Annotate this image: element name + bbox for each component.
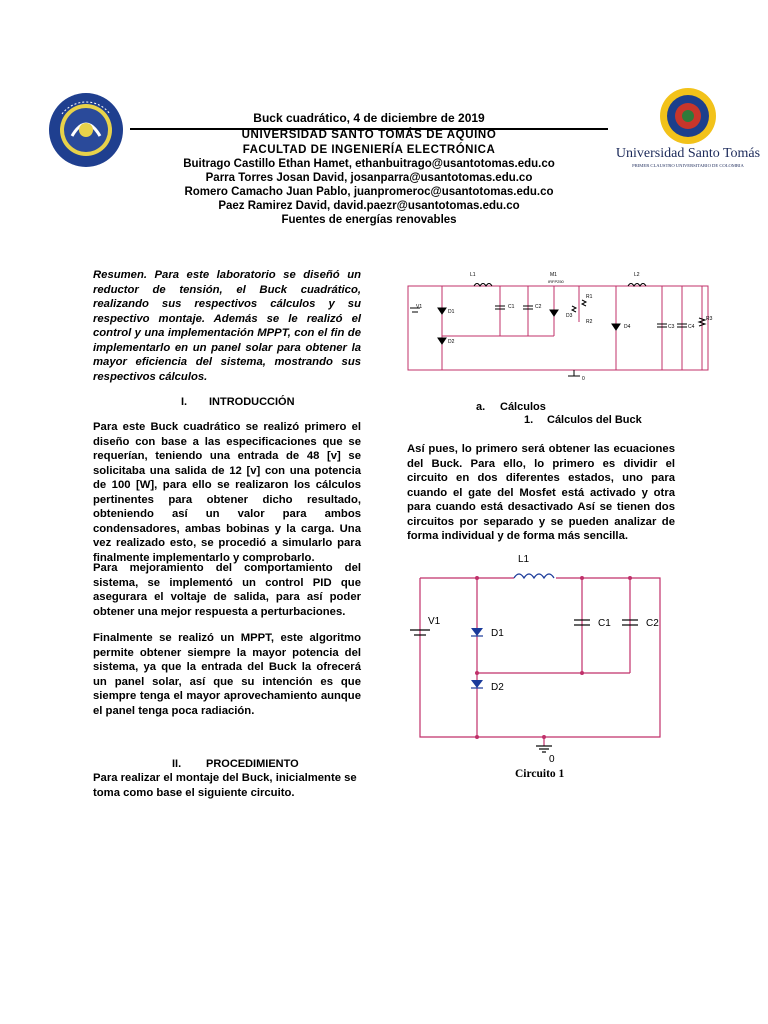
calc-paragraph: Así pues, lo primero será obtener las ecuaciones del Buck. Para ello, lo primero es dividir el circuito en dos diferentes estados, uno para cuando el gate del Mosfet está activado y otra para cuando está desactivado Así se tienen dos circuitos por separado y se pueden analizar de forma individual y de forma más sencilla. xyxy=(407,443,675,542)
procedure-text: Para realizar el montaje del Buck, inicialmente se toma como base el siguiente circuito. xyxy=(93,772,357,799)
subsection-title: Cálculos xyxy=(500,401,546,413)
label-m1-part: IRFP250 xyxy=(548,279,564,284)
label-ground: 0 xyxy=(582,376,585,382)
subsubsection-title: Cálculos del Buck xyxy=(547,414,642,426)
intro-paragraph: Para este Buck cuadrático se realizó primero el diseño con base a las especificaciones que se requerían, teniendo una entrada de 48 [v] se solicitaba una salida de 12 [v] con una potencia de 100 [W], para ello se realizaron los cálculos pertinentes para obtener dicho resultado, obteniendo así un valor para ambos condensadores, ambas bobinas y la carga. Una vez realizado esto, se procedió a simularlo para finalmente implementarlo y comprobarlo. xyxy=(93,421,361,564)
author-line: Parra Torres Josan David, josanparra@usantotomas.edu.co xyxy=(205,172,533,184)
section-title: PROCEDIMIENTO xyxy=(206,758,299,770)
label-d2: D2 xyxy=(448,339,455,345)
faculty-logo xyxy=(48,92,124,168)
label-v1: V1 xyxy=(416,304,423,310)
intro-paragraph: Finalmente se realizó un MPPT, este algoritmo permite obtener siempre la mayor potencia del sistema, ya que la entrada del Buck la ofrecerá un panel solar, así que su intención es que siempre tenga el mayor aprovechamiento aunque el panel tenga poca radiación. xyxy=(93,632,361,717)
label-d3: D3 xyxy=(566,313,573,319)
section-number: I. xyxy=(181,396,188,408)
label-l2: L2 xyxy=(634,272,640,278)
schematic-full-circuit xyxy=(404,266,714,386)
label-l1: L1 xyxy=(470,272,476,278)
label-r1: R1 xyxy=(586,294,593,300)
author-line: Romero Camacho Juan Pablo, juanpromeroc@usantotomas.edu.co xyxy=(184,186,554,198)
figure-caption: Circuito 1 xyxy=(515,768,565,780)
section-number: II. xyxy=(172,758,182,770)
label-ground: 0 xyxy=(549,754,555,765)
label-c1: C1 xyxy=(598,618,611,629)
paper-title: Buck cuadrático, 4 de diciembre de 2019 xyxy=(253,111,485,125)
label-r3: R3 xyxy=(706,316,713,322)
author-line: Paez Ramirez David, david.paezr@usantotomas.edu.co xyxy=(218,200,520,212)
subsubsection-number: 1. xyxy=(524,414,534,426)
abstract: Resumen. Para este laboratorio se diseñó un reductor de tensión, el Buck cuadrático, realizando sus respectivos cálculos y su respectivo montaje. Además se le realizó el control y una implementación MPPT, con el fin de implementarlo en un panel solar para obtener la mayor eficiencia del sistema, mostrando sus respectivos cálculos. xyxy=(93,269,361,383)
university-name: UNIVERSIDAD SANTO TOMÁS DE AQUINO xyxy=(241,129,497,141)
label-d2: D2 xyxy=(491,682,504,693)
faculty-name: FACULTAD DE INGENIERÍA ELECTRÓNICA xyxy=(242,144,496,156)
label-d1: D1 xyxy=(448,309,455,315)
label-m1: M1 xyxy=(550,272,557,278)
section-title: INTRODUCCIÓN xyxy=(209,396,295,408)
university-logo-subtitle: PRIMER CLAUSTRO UNIVERSITARIO DE COLOMBIA xyxy=(632,163,744,168)
label-l1: L1 xyxy=(518,554,530,565)
label-c2: C2 xyxy=(646,618,659,629)
intro-paragraph: Para mejoramiento del comportamiento del sistema, se implementó un control PID que asegurara el voltaje de salida, para así poder obtener una mejor respuesta a perturbaciones. xyxy=(93,562,361,618)
label-c2: C2 xyxy=(535,304,542,310)
label-v1: V1 xyxy=(428,616,441,627)
label-r2: R2 xyxy=(586,319,593,325)
university-logo-name: Universidad Santo Tomás xyxy=(615,146,761,161)
author-line: Buitrago Castillo Ethan Hamet, ethanbuitrago@usantotomas.edu.co xyxy=(183,158,555,170)
label-c3: C3 xyxy=(668,324,675,330)
label-c1: C1 xyxy=(508,304,515,310)
course-name: Fuentes de energías renovables xyxy=(281,214,457,226)
subsection-letter: a. xyxy=(476,401,486,413)
label-d1: D1 xyxy=(491,628,504,639)
label-d4: D4 xyxy=(624,324,631,330)
schematic-circuit-1 xyxy=(400,550,670,770)
label-c4: C4 xyxy=(688,324,695,330)
